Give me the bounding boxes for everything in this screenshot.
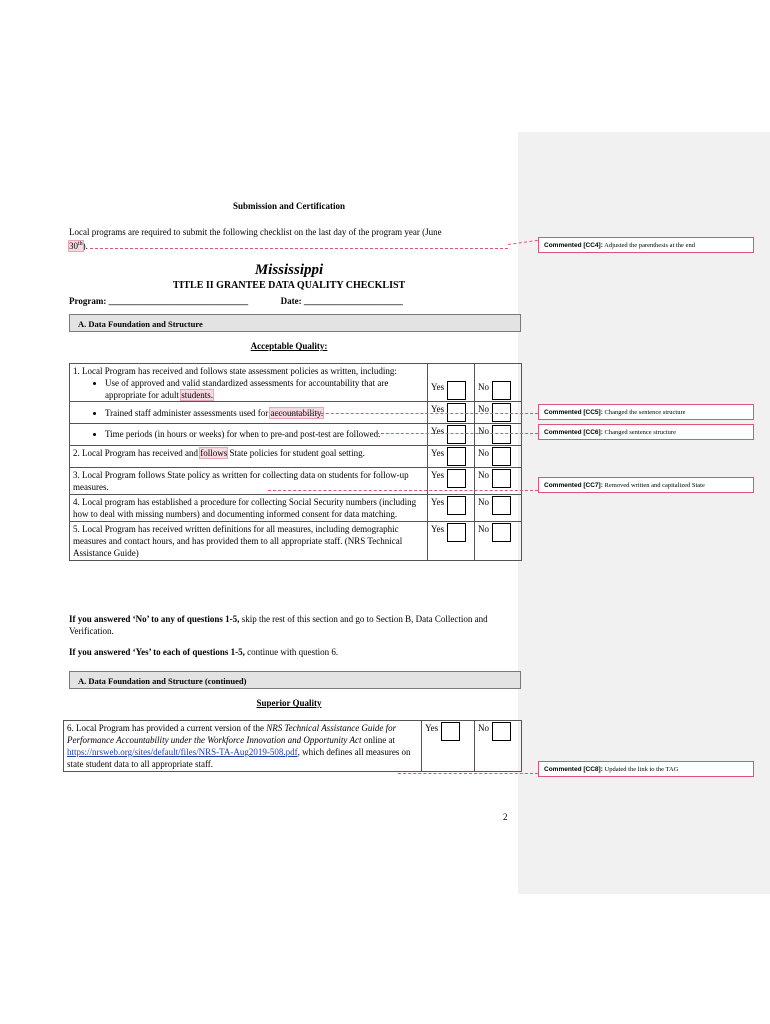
no-checkbox[interactable] xyxy=(492,447,511,466)
no-checkbox[interactable] xyxy=(492,425,511,444)
q6-text: 6. Local Program has provided a current version of the NRS Technical Assistance Guide for Performance Accountability under the Workforce Innovation and Opportunity Act online at https://nrsweb.org/sites/default/files/NRS-TA-Aug2019-508.pdf, which defines all measures on state student data to all appropriate staff. xyxy=(64,721,422,772)
q1-bullet-2: • Trained staff administer assessments used for accountability. xyxy=(105,407,424,419)
q3-yes: Yes xyxy=(431,469,471,488)
comment-connector-cc8 xyxy=(398,773,538,774)
table-row xyxy=(64,721,522,772)
comment-balloon-cc8[interactable]: Commented [CC8]: Updated the link to the TAG xyxy=(538,761,754,777)
program-label: Program: xyxy=(69,296,107,306)
q2-text: 2. Local Program has received and follows State policies for student goal setting. xyxy=(73,448,365,458)
date-label: Date: xyxy=(280,296,302,306)
no-checkbox[interactable] xyxy=(492,722,511,741)
section-a-header: A. Data Foundation and Structure xyxy=(69,314,521,332)
yes-checkbox[interactable] xyxy=(447,447,466,466)
table-row xyxy=(70,364,522,402)
q1-text: 1. Local Program has received and follows state assessment policies as written, including: xyxy=(73,366,397,376)
comment-balloon-cc5[interactable]: Commented [CC5]: Changed the sentence structure xyxy=(538,404,754,420)
q4-no: No xyxy=(478,496,518,515)
acceptable-quality-heading: Acceptable Quality: xyxy=(250,341,328,351)
q1-b3-no: No xyxy=(478,425,518,444)
intro-line-1: Local programs are required to submit the following checklist on the last day of the program year (June xyxy=(69,227,442,237)
state-title: Mississippi xyxy=(254,262,324,278)
yes-checkbox[interactable] xyxy=(447,496,466,515)
q5-text: 5. Local Program has received written definitions for all measures, including demographic measures and contact hours, and has provided them to all appropriate staff. (NRS Technical Assistance Guide) xyxy=(70,522,428,561)
program-blank[interactable]: _______________________________ xyxy=(108,296,249,306)
yes-checkbox[interactable] xyxy=(447,381,466,400)
q6-yes: Yes xyxy=(425,722,471,741)
no-answer-note: If you answered ‘No’ to any of questions 1-5, skip the rest of this section and go to Section B, Data Collection and Verification. xyxy=(69,614,488,636)
comment-connector-cc6 xyxy=(376,433,538,434)
q3-no: No xyxy=(478,469,518,488)
comment-connector-cc4 xyxy=(90,248,508,249)
yes-checkbox[interactable] xyxy=(447,469,466,488)
yes-checkbox[interactable] xyxy=(441,722,460,741)
q1-bullet-3: • Time periods (in hours or weeks) for when to pre-and post-test are followed. xyxy=(105,428,424,440)
checklist-title: TITLE II GRANTEE DATA QUALITY CHECKLIST xyxy=(172,280,406,291)
yes-checkbox[interactable] xyxy=(447,425,466,444)
yes-answer-note: If you answered ‘Yes’ to each of questions 1-5, continue with question 6. xyxy=(69,647,339,657)
intro-date-highlight: 30th xyxy=(69,241,83,251)
q4-text: 4. Local program has established a procedure for collecting Social Security numbers (including how to deal with missing numbers) and documenting informed consent for data matching. xyxy=(70,495,428,522)
intro-line-2: 30th). xyxy=(69,241,88,251)
table-row xyxy=(70,495,522,522)
q2-yes: Yes xyxy=(431,447,471,466)
q5-no: No xyxy=(478,523,518,542)
q5-yes: Yes xyxy=(431,523,471,542)
no-checkbox[interactable] xyxy=(492,523,511,542)
table-row xyxy=(70,522,522,561)
page-heading: Submission and Certification xyxy=(232,201,346,211)
q3-text: 3. Local Program follows State policy as written for collecting data on students for follow-up measures. xyxy=(70,468,428,495)
q6-no: No xyxy=(478,722,518,741)
superior-quality-heading: Superior Quality xyxy=(256,698,322,708)
yes-checkbox[interactable] xyxy=(447,523,466,542)
q1-b1-yes: Yes xyxy=(431,381,471,400)
comment-connector-cc5 xyxy=(276,413,538,414)
date-blank[interactable]: ______________________ xyxy=(303,296,403,306)
q1-b1-no: No xyxy=(478,381,518,400)
checklist-table-q6 xyxy=(63,720,522,772)
comment-balloon-cc4[interactable]: Commented [CC4]: Adjusted the parenthesis at the end xyxy=(538,237,754,253)
q4-yes: Yes xyxy=(431,496,471,515)
q1-b2-no: No xyxy=(478,403,518,422)
q1-b2-yes: Yes xyxy=(431,403,471,422)
checklist-table xyxy=(69,363,522,561)
no-checkbox[interactable] xyxy=(492,381,511,400)
page-number: 2 xyxy=(503,812,508,822)
section-a-continued-header: A. Data Foundation and Structure (continued) xyxy=(69,671,521,689)
no-checkbox[interactable] xyxy=(492,496,511,515)
program-date-line xyxy=(69,295,403,307)
comment-connector-cc7 xyxy=(268,490,538,491)
table-row xyxy=(70,446,522,468)
table-row xyxy=(70,424,522,446)
comment-balloon-cc7[interactable]: Commented [CC7]: Removed written and capitalized State xyxy=(538,477,754,493)
tag-link[interactable]: https://nrsweb.org/sites/default/files/NRS-TA-Aug2019-508.pdf xyxy=(67,747,298,757)
comment-balloon-cc6[interactable]: Commented [CC6]: Changed sentence structure xyxy=(538,424,754,440)
q1-bullet-1: • Use of approved and valid standardized assessments for accountability that are appropriate for adult students. xyxy=(105,377,424,401)
no-checkbox[interactable] xyxy=(492,469,511,488)
q1-b3-yes: Yes xyxy=(431,425,471,444)
q2-no: No xyxy=(478,447,518,466)
